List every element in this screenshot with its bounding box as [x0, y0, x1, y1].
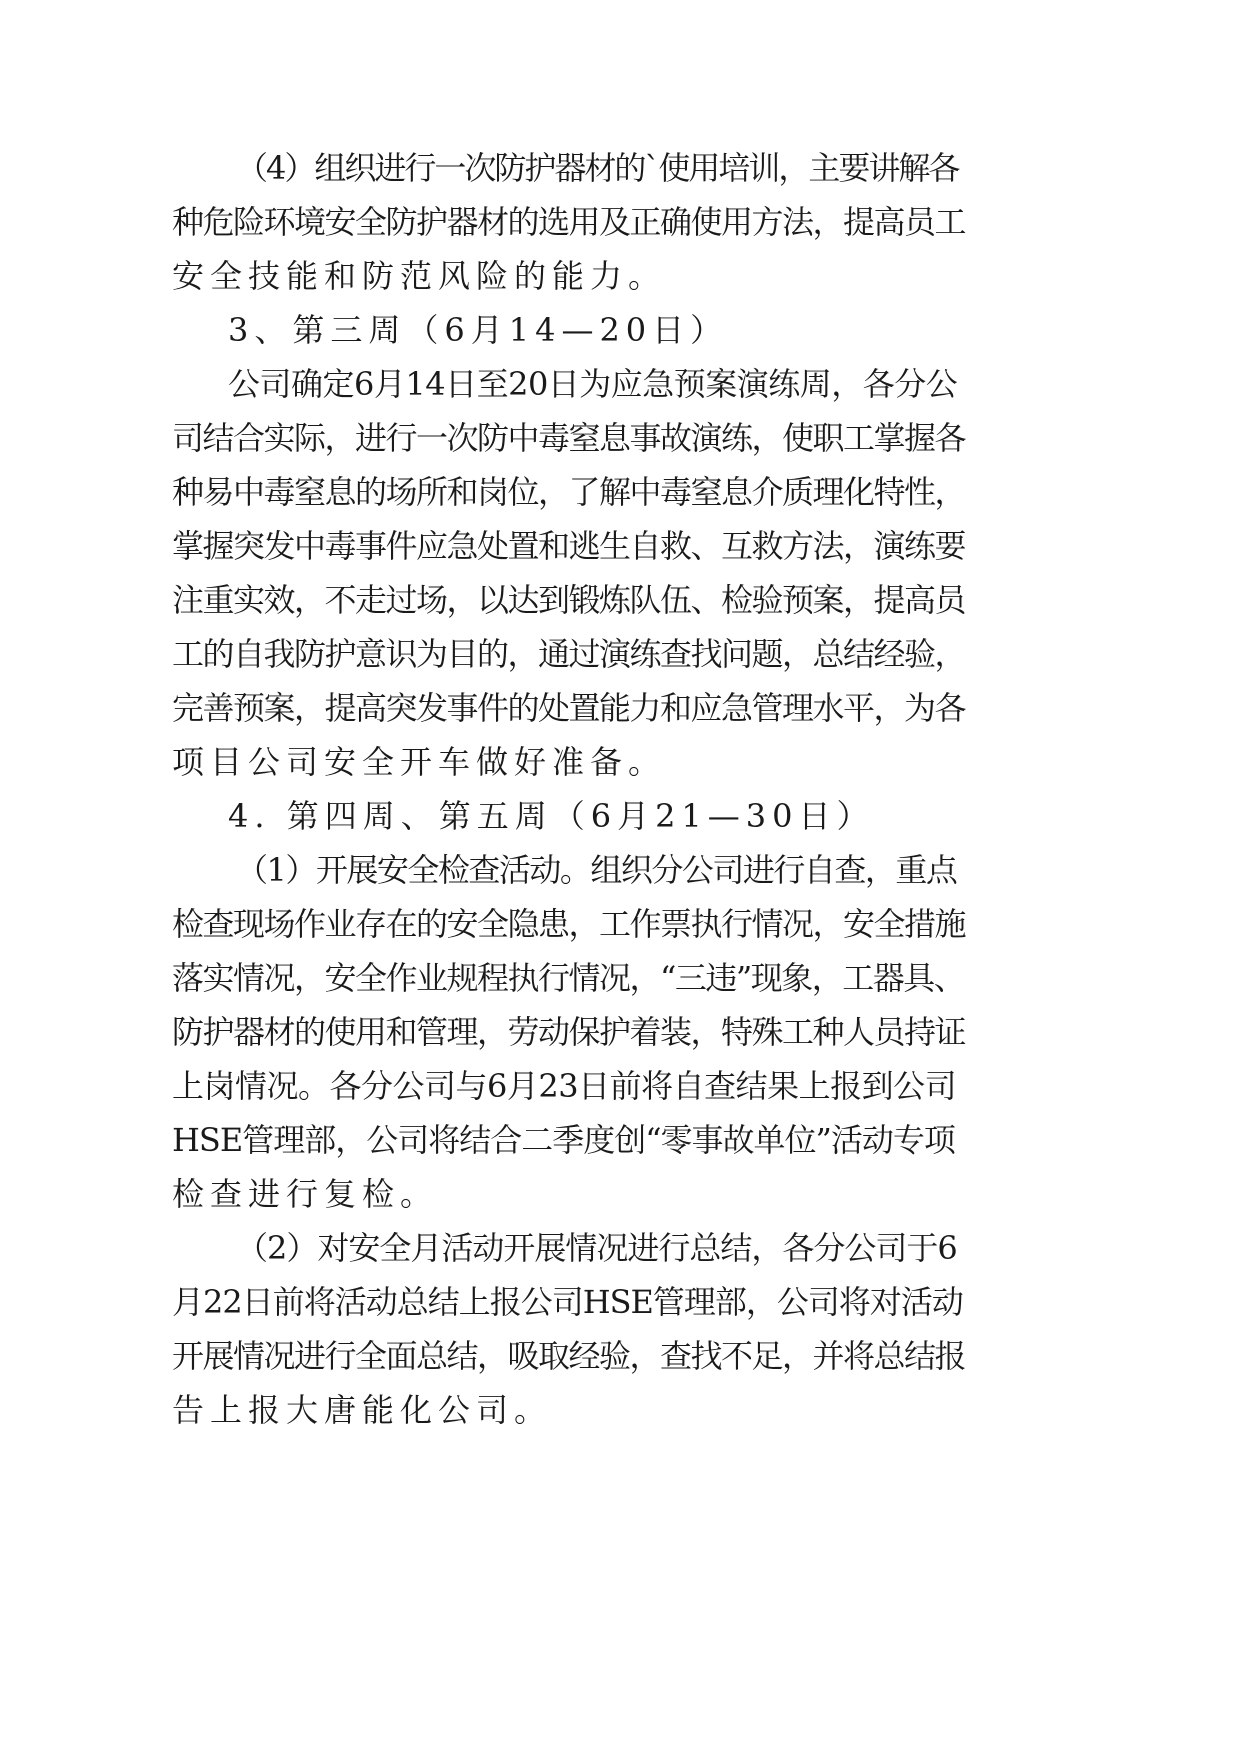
- text-line: （2）对安全月活动开展情况进行总结，各分公司于6: [236, 1229, 957, 1267]
- text-line: 开展情况进行全面总结，吸取经验，查找不足，并将总结报: [172, 1337, 966, 1375]
- text-line: 落实情况，安全作业规程执行情况，“三违”现象，工器具、: [172, 959, 965, 997]
- text-line: 检查现场作业存在的安全隐患，工作票执行情况，安全措施: [172, 905, 966, 943]
- section-heading: 4. 第四周、第五周（6月21—30日）: [228, 797, 875, 835]
- text-line: HSE管理部，公司将结合二季度创“零事故单位”活动专项: [172, 1121, 955, 1159]
- text-line: （4）组织进行一次防护器材的`使用培训，主要讲解各: [236, 149, 959, 187]
- text-line: 公司确定6月14日至20日为应急预案演练周，各分公: [228, 365, 958, 403]
- text-line: 上岗情况。各分公司与6月23日前将自查结果上报到公司: [172, 1067, 957, 1105]
- text-line: 注重实效，不走过场，以达到锻炼队伍、检验预案，提高员: [172, 581, 966, 619]
- text-line: 项目公司安全开车做好准备。: [172, 743, 667, 781]
- text-line: 工的自我防护意识为目的，通过演练查找问题，总结经验，: [172, 635, 966, 673]
- text-line: 检查进行复检。: [172, 1175, 439, 1213]
- text-line: 完善预案，提高突发事件的处置能力和应急管理水平，为各: [172, 689, 966, 727]
- text-line: 安全技能和防范风险的能力。: [172, 257, 667, 295]
- text-line: 掌握突发中毒事件应急处置和逃生自救、互救方法，演练要: [172, 527, 966, 565]
- text-line: 种易中毒窒息的场所和岗位，了解中毒窒息介质理化特性，: [172, 473, 966, 511]
- text-line: 司结合实际，进行一次防中毒窒息事故演练，使职工掌握各: [172, 419, 966, 457]
- text-line: 防护器材的使用和管理，劳动保护着装，特殊工种人员持证: [172, 1013, 966, 1051]
- text-line: 月22日前将活动总结上报公司HSE管理部，公司将对活动: [172, 1283, 963, 1321]
- text-line: 种危险环境安全防护器材的选用及正确使用方法，提高员工: [172, 203, 966, 241]
- section-heading: 3、第三周（6月14—20日）: [228, 311, 729, 349]
- text-line: （1）开展安全检查活动。组织分公司进行自查，重点: [236, 851, 957, 889]
- text-line: 告上报大唐能化公司。: [172, 1391, 553, 1429]
